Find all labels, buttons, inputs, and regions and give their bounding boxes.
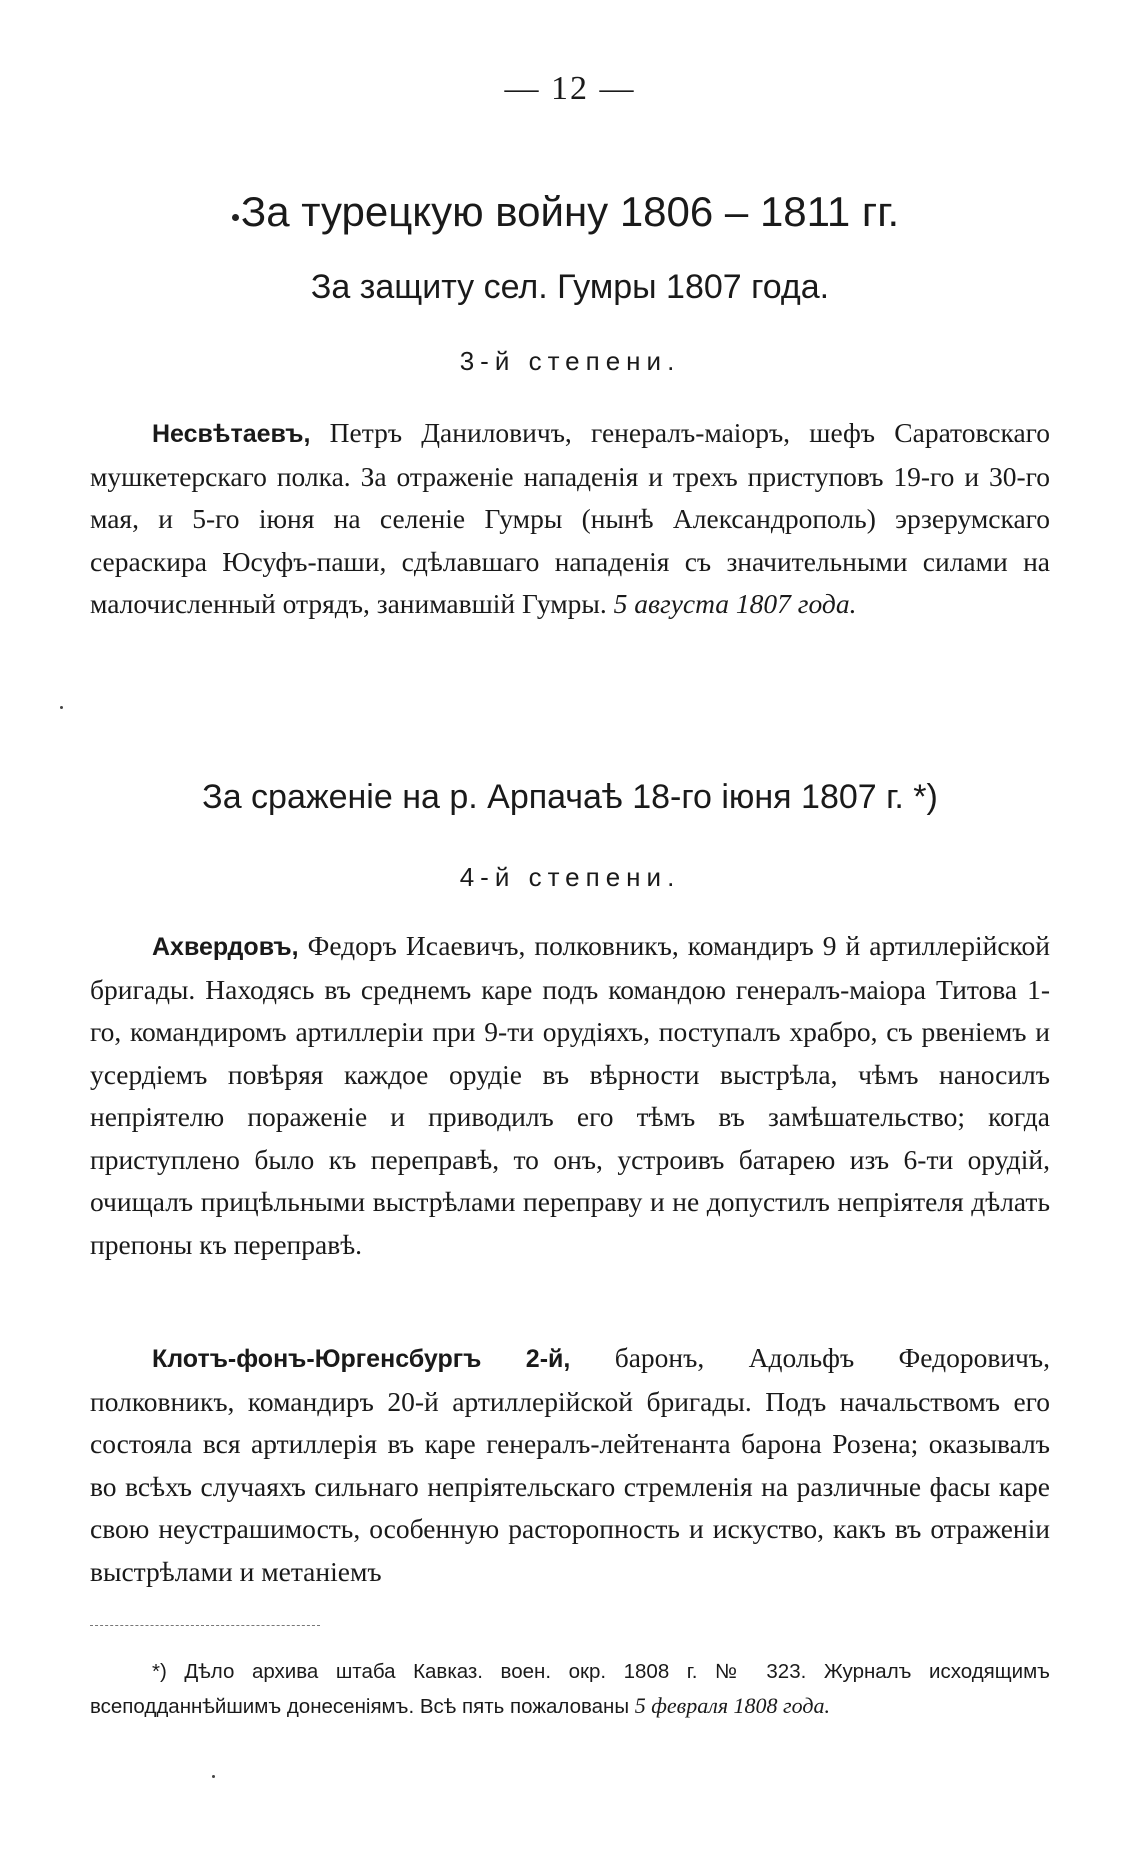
stray-speck bbox=[212, 1775, 215, 1778]
entry-text: Петръ Даниловичъ, генералъ-маіоръ, шефъ Саратовскаго мушкетерскаго полка. За отраженіе нападенія и трехъ приступовъ 19-го и 30-го мая, и 5-го іюня на селеніе Гумры (нынѣ Александрополь) эрзерумскаго сераскира Юсуфъ-паши, сдѣлавшаго нападенія съ значительными силами на малочисленный отрядъ, занимавшій Гумры. bbox=[90, 417, 1050, 619]
stray-speck bbox=[60, 706, 63, 709]
section1-degree: 3-й степени. bbox=[459, 346, 681, 376]
section2-entry-2 bbox=[90, 1337, 1050, 1593]
entry-name: Клотъ-фонъ-Юргенсбургъ 2-й, bbox=[152, 1345, 571, 1373]
footnote-rule bbox=[90, 1625, 320, 1626]
section2-entry-1 bbox=[90, 925, 1050, 1266]
entry-date: 5 августа 1807 года. bbox=[613, 588, 857, 619]
entry-name: Несвѣтаевъ, bbox=[152, 420, 311, 448]
war-title: За турецкую войну 1806 – 1811 гг. bbox=[240, 188, 900, 235]
footnote-text: *) Дѣло архива штаба Кавказ. воен. окр. 1808 г. № 323. Журналъ исходящимъ всеподданнѣйшимъ донесеніямъ. Всѣ пять пожалованы bbox=[90, 1660, 1050, 1718]
section1-title: За защиту сел. Гумры 1807 года. bbox=[310, 268, 830, 306]
entry-name: Ахвердовъ, bbox=[152, 933, 299, 961]
section2-degree: 4-й степени. bbox=[459, 862, 681, 892]
section1-entry bbox=[90, 412, 1050, 626]
page-number: — 12 — bbox=[504, 70, 636, 107]
footnote bbox=[90, 1655, 1050, 1724]
entry-text: баронъ, Адольфъ Федоровичъ, полковникъ, командиръ 20-й артиллерійской бригады. Подъ начальствомъ его состояла вся артиллерія въ каре генералъ-лейтенанта барона Розена; оказывалъ во всѣхъ случаяхъ сильнаго непріятельскаго стремленія на различные фасы каре свою неустрашимость, особенную расторопность и искуство, какъ въ отраженіи выстрѣлами и метаніемъ bbox=[90, 1342, 1050, 1587]
footnote-date: 5 февраля 1808 года. bbox=[634, 1693, 830, 1718]
entry-text: Федоръ Исаевичъ, полковникъ, командиръ 9 й артиллерійской бригады. Находясь въ среднемъ каре подъ командою генералъ-маіора Титова 1-го, командиромъ артиллеріи при 9-ти орудіяхъ, поступалъ храбро, съ рвеніемъ и усердіемъ повѣряя каждое орудіе въ вѣрности выстрѣла, чѣмъ наносилъ непріятелю пораженіе и приводилъ его тѣмъ въ замѣшательство; когда приступлено было къ переправѣ, то онъ, устроивъ батарею изъ 6-ти орудій, очищалъ прицѣльными выстрѣлами переправу и не допустилъ непріятеля дѣлать препоны къ переправѣ. bbox=[90, 930, 1050, 1260]
section2-title: За сраженіе на р. Арпачаѣ 18-го іюня 1807 г. *) bbox=[202, 778, 938, 816]
